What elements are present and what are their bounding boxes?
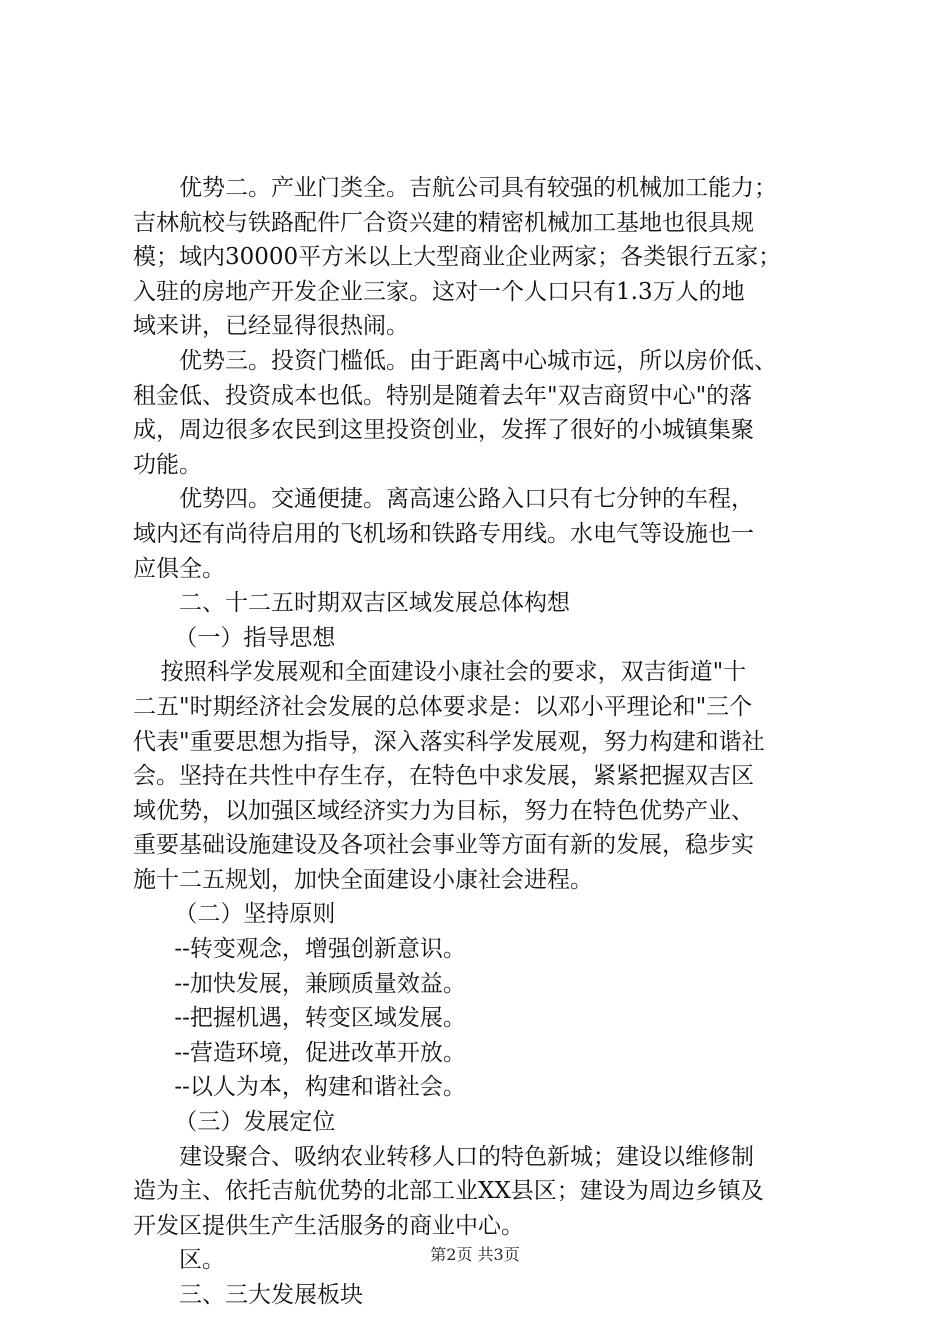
- text-line: 功能。: [133, 451, 202, 478]
- text-line: 造为主、依托吉航优势的北部工业XX县区；建设为周边乡镇及: [133, 1178, 764, 1205]
- paragraph: [133, 1036, 833, 1071]
- paragraph: [133, 1070, 833, 1105]
- paragraph: [133, 586, 833, 621]
- text-line: 入驻的房地产开发企业三家。这对一个人口只有1.3万人的地: [133, 278, 745, 305]
- text-line: 重要基础设施建设及各项社会事业等方面有新的发展，稳步实: [133, 832, 754, 859]
- text-line: 优势二。产业门类全。吉航公司具有较强的机械加工能力；: [179, 175, 777, 201]
- text-line: 会。坚持在共性中存生存，在特色中求发展，紧紧把握双吉区: [133, 763, 754, 790]
- paragraph: [133, 344, 833, 482]
- text-line: 优势四。交通便捷。离高速公路入口只有七分钟的车程，: [179, 486, 754, 513]
- text-line: （一）指导思想: [174, 624, 336, 651]
- page-footer: 第2页 共3页: [430, 1245, 520, 1264]
- text-line: 代表"重要思想为指导，深入落实科学发展观，努力构建和谐社: [133, 728, 765, 755]
- paragraph: [133, 1105, 833, 1140]
- text-line: 区。: [179, 1247, 225, 1274]
- document-body: [133, 171, 833, 1313]
- paragraph: [133, 1278, 833, 1313]
- text-line: （二）坚持原则: [174, 901, 336, 928]
- text-line: 施十二五规划，加快全面建设小康社会进程。: [133, 866, 593, 893]
- text-line: --营造环境，促进改革开放。: [174, 1039, 466, 1066]
- paragraph: [133, 967, 833, 1002]
- text-line: 吉林航校与铁路配件厂合资兴建的精密机械加工基地也很具规: [133, 209, 754, 236]
- paragraph: [133, 1140, 833, 1244]
- text-line: 应俱全。: [133, 555, 225, 582]
- text-line: 按照科学发展观和全面建设小康社会的要求，双吉街道"十: [160, 659, 747, 686]
- text-line: --加快发展，兼顾质量效益。: [174, 970, 466, 997]
- paragraph: [133, 655, 833, 897]
- text-line: 二五"时期经济社会发展的总体要求是：以邓小平理论和"三个: [133, 693, 753, 720]
- paragraph: [133, 621, 833, 656]
- text-line: 二、十二五时期双吉区域发展总体构想: [179, 590, 570, 617]
- text-line: （三）发展定位: [174, 1109, 336, 1136]
- paragraph: [133, 932, 833, 967]
- text-line: 成，周边很多农民到这里投资创业，发挥了很好的小城镇集聚: [133, 417, 754, 444]
- text-line: 域来讲，已经显得很热闹。: [133, 313, 409, 340]
- text-line: 模；域内30000平方米以上大型商业企业两家；各类银行五家；: [133, 244, 782, 271]
- text-line: --把握机遇，转变区域发展。: [174, 1005, 466, 1032]
- text-line: 三、三大发展板块: [179, 1282, 363, 1308]
- paragraph: [133, 1001, 833, 1036]
- text-line: --转变观念，增强创新意识。: [174, 936, 466, 963]
- paragraph: [133, 482, 833, 586]
- text-line: 建设聚合、吸纳农业转移人口的特色新城；建设以维修制: [179, 1143, 754, 1170]
- text-line: 租金低、投资成本也低。特别是随着去年"双吉商贸中心"的落: [133, 382, 753, 409]
- text-line: --以人为本，构建和谐社会。: [174, 1074, 466, 1101]
- paragraph: [133, 897, 833, 932]
- text-line: 优势三。投资门槛低。由于距离中心城市远，所以房价低、: [179, 347, 777, 374]
- text-line: 开发区提供生产生活服务的商业中心。: [133, 1212, 524, 1239]
- text-line: 域内还有尚待启用的飞机场和铁路专用线。水电气等设施也一: [133, 520, 754, 547]
- paragraph: [133, 171, 833, 344]
- text-line: 域优势，以加强区域经济实力为目标，努力在特色优势产业、: [133, 797, 754, 824]
